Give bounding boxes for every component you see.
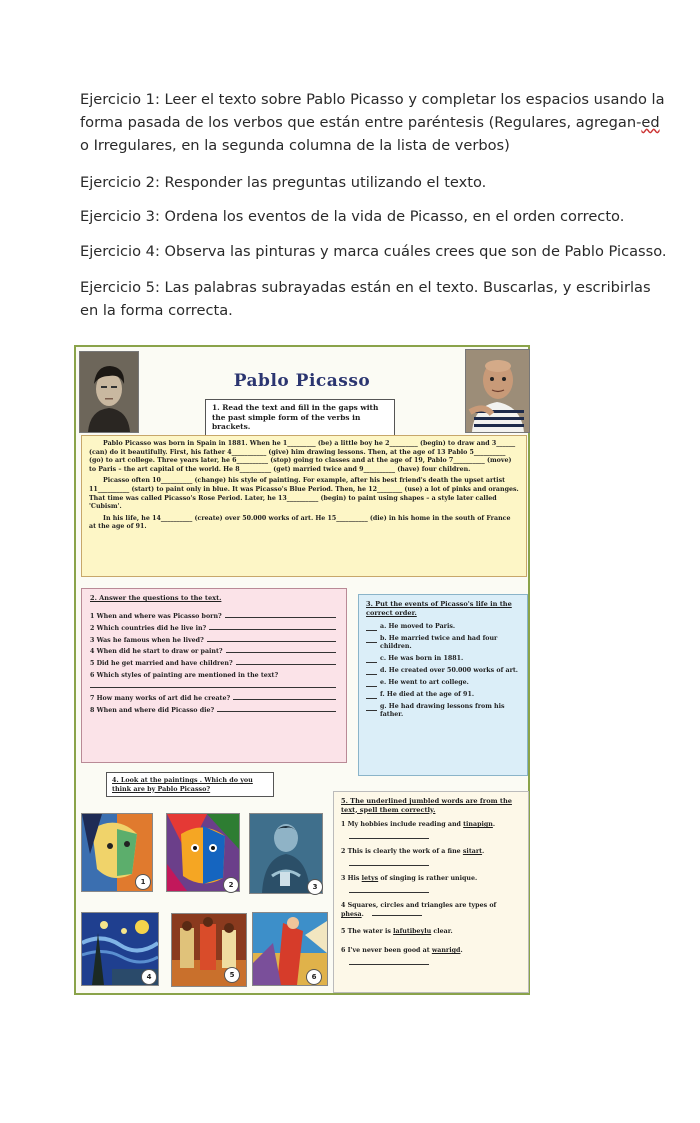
order-blank[interactable] bbox=[366, 667, 377, 675]
sentence-end: . bbox=[460, 947, 463, 954]
sentence-text: 2 This is clearly the work of a fine bbox=[341, 848, 463, 855]
exercise-1-instruction bbox=[80, 88, 670, 157]
jumbled-sentence bbox=[341, 946, 521, 955]
painting-number: 3 bbox=[307, 879, 323, 895]
question-row[interactable] bbox=[90, 609, 338, 621]
sentence-text: 6 I've never been good at bbox=[341, 947, 432, 954]
event-item[interactable] bbox=[366, 691, 520, 699]
story-paragraph: Pablo Picasso was born in Spain in 1881. When he 1_________ (be) a little boy he 2_________ (begin) to draw and 3______ (can) do it beautifully. First, his father 4___________ (give) him drawing lessons. Then, at the age of 13 Pablo 5__________ (go) to art college. Three years later, he 6__________ (stop) going to classes and at the age of 19, Pablo 7__________ (move) to Paris – the art capital of the world. He 8__________ (get) married twice and 9__________ (have) four children. bbox=[89, 440, 516, 473]
order-blank[interactable] bbox=[366, 623, 377, 631]
sentence-end: . bbox=[482, 848, 485, 855]
exercise-2-instruction: Ejercicio 2: Responder las preguntas utilizando el texto. bbox=[80, 174, 487, 191]
sentence-end: . bbox=[492, 821, 496, 828]
exercise-3-instruction: Ejercicio 3: Ordena los eventos de la vida de Picasso, en el orden correcto. bbox=[80, 208, 625, 225]
question-text: 7 How many works of art did he create? bbox=[90, 695, 231, 702]
answer-line[interactable] bbox=[233, 699, 336, 700]
exercise-1-text-tail: o Irregulares, en la segunda columna de la lista de verbos) bbox=[80, 137, 510, 154]
spell-flagged-word: ed bbox=[641, 114, 660, 131]
exercise-1-text: Ejercicio 1: Leer el texto sobre Pablo Picasso y completar los espacios usando la forma pasada de los verbos que están entre paréntesis (Regulares, agregan- bbox=[80, 91, 665, 131]
event-item[interactable] bbox=[366, 635, 520, 651]
jumbled-sentence bbox=[341, 874, 521, 883]
question-row[interactable] bbox=[90, 690, 338, 702]
jumbled-sentence bbox=[341, 820, 521, 829]
answer-line[interactable] bbox=[349, 957, 429, 965]
task-2-heading: 2. Answer the questions to the text. bbox=[90, 594, 222, 602]
event-text: g. He had drawing lessons from his father. bbox=[380, 703, 505, 718]
task-3-events-box bbox=[358, 594, 528, 776]
task-5-box bbox=[333, 791, 529, 993]
event-text: b. He married twice and had four children. bbox=[380, 635, 498, 650]
picasso-worksheet bbox=[74, 345, 530, 995]
exercise-4-instruction: Ejercicio 4: Observa las pinturas y marca cuáles crees que son de Pablo Picasso. bbox=[80, 243, 667, 260]
order-blank[interactable] bbox=[366, 703, 377, 711]
order-blank[interactable] bbox=[366, 679, 377, 687]
event-item[interactable] bbox=[366, 667, 520, 675]
task-3-heading: 3. Put the events of Picasso's life in the correct order. bbox=[366, 600, 512, 617]
event-item[interactable] bbox=[366, 655, 520, 663]
answer-line[interactable] bbox=[226, 652, 336, 653]
answer-line[interactable] bbox=[225, 617, 336, 618]
jumbled-word: letys bbox=[361, 875, 379, 882]
question-text: 3 Was he famous when he lived? bbox=[90, 636, 204, 644]
event-text: f. He died at the age of 91. bbox=[380, 691, 475, 698]
jumbled-sentence bbox=[341, 847, 521, 856]
question-text: 4 When did he start to draw or paint? bbox=[90, 648, 223, 656]
story-paragraph: In his life, he 14__________ (create) over 50.000 works of art. He 15__________ (die) in his home in the south of France at the age of 91. bbox=[89, 514, 511, 531]
task-1-heading: 1. Read the text and fill in the gaps with the past simple form of the verbs in brackets. bbox=[205, 399, 395, 436]
sentence-text: 5 The water is bbox=[341, 928, 394, 935]
old-picasso-photo bbox=[465, 349, 530, 433]
question-row[interactable] bbox=[90, 620, 338, 632]
event-item[interactable] bbox=[366, 623, 520, 631]
task-4-heading bbox=[106, 772, 274, 797]
question-row[interactable] bbox=[90, 644, 338, 656]
question-row[interactable] bbox=[90, 679, 338, 691]
young-picasso-photo bbox=[79, 351, 139, 433]
answer-line[interactable] bbox=[217, 711, 336, 712]
question-text: 8 When and where did Picasso die? bbox=[90, 706, 215, 714]
question-text: 2 Which countries did he live in? bbox=[90, 624, 207, 632]
order-blank[interactable] bbox=[366, 635, 377, 643]
answer-line[interactable] bbox=[207, 641, 336, 642]
task-2-questions-box bbox=[81, 588, 347, 763]
question-row bbox=[90, 667, 338, 679]
question-row[interactable] bbox=[90, 702, 338, 714]
question-text: 1 When and where was Picasso born? bbox=[90, 613, 222, 621]
jumbled-word: tinapign bbox=[463, 821, 493, 828]
task-4-heading-text: 4. Look at the paintings . Which do you think are by Pablo Picasso? bbox=[112, 776, 253, 793]
jumbled-word: sitart bbox=[462, 848, 483, 855]
question-text: 5 Did he get married and have children? bbox=[90, 659, 233, 667]
answer-line[interactable] bbox=[236, 664, 336, 665]
sentence-text: 4 Squares, circles and triangles are types of bbox=[341, 902, 497, 909]
order-blank[interactable] bbox=[366, 655, 377, 663]
question-row[interactable] bbox=[90, 632, 338, 644]
painting-number: 1 bbox=[135, 874, 151, 890]
jumbled-word: lafutibeylu bbox=[393, 928, 432, 935]
jumbled-sentence bbox=[341, 901, 521, 919]
answer-line[interactable] bbox=[349, 831, 429, 839]
order-blank[interactable] bbox=[366, 691, 377, 699]
event-text: e. He went to art college. bbox=[380, 679, 469, 686]
painting-number: 2 bbox=[223, 877, 239, 893]
event-text: d. He created over 50.000 works of art. bbox=[380, 667, 518, 674]
picasso-story-text bbox=[81, 435, 527, 577]
answer-line[interactable] bbox=[349, 858, 429, 866]
sentence-end: . bbox=[361, 911, 364, 918]
answer-line[interactable] bbox=[90, 687, 336, 688]
sentence-text: 3 His bbox=[341, 875, 362, 882]
exercise-5-instruction: Ejercicio 5: Las palabras subrayadas están en el texto. Buscarlas, y escribirlas en la forma correcta. bbox=[80, 279, 651, 319]
event-item[interactable] bbox=[366, 703, 520, 719]
painting-number: 4 bbox=[141, 969, 157, 985]
event-text: a. He moved to Paris. bbox=[380, 623, 456, 630]
answer-line[interactable] bbox=[349, 885, 429, 893]
task-5-heading: 5. The underlined jumbled words are from the text, spell them correctly. bbox=[341, 797, 512, 814]
painting-number: 5 bbox=[224, 967, 240, 983]
sentence-end: clear. bbox=[431, 928, 453, 935]
event-text: c. He was born in 1881. bbox=[380, 655, 464, 662]
jumbled-word: phesa bbox=[341, 911, 362, 918]
story-paragraph: Picasso often 10__________ (change) his style of painting. For example, after his best friend's death the upset artist 11__________ (start) to paint only in blue. It was Picasso's Blue Period. Then, he 12________ (use) a lot of pinks and oranges. That time was called Picasso's Rose Period. Later, he 13__________ (begin) to paint using shapes – a style later called 'Cubism'. bbox=[89, 477, 519, 511]
answer-line[interactable] bbox=[372, 915, 422, 916]
painting-number: 6 bbox=[306, 969, 322, 985]
jumbled-sentence bbox=[341, 927, 521, 936]
sentence-end: of singing is rather unique. bbox=[378, 875, 478, 882]
answer-line[interactable] bbox=[209, 629, 336, 630]
jumbled-word: wanrigd bbox=[431, 947, 461, 954]
question-text: 6 Which styles of painting are mentioned in the text? bbox=[90, 671, 279, 679]
spacer bbox=[341, 938, 521, 946]
question-row[interactable] bbox=[90, 655, 338, 667]
event-item[interactable] bbox=[366, 679, 520, 687]
worksheet-title: Pablo Picasso bbox=[233, 371, 371, 391]
sentence-text: 1 My hobbies include reading and bbox=[341, 821, 464, 828]
